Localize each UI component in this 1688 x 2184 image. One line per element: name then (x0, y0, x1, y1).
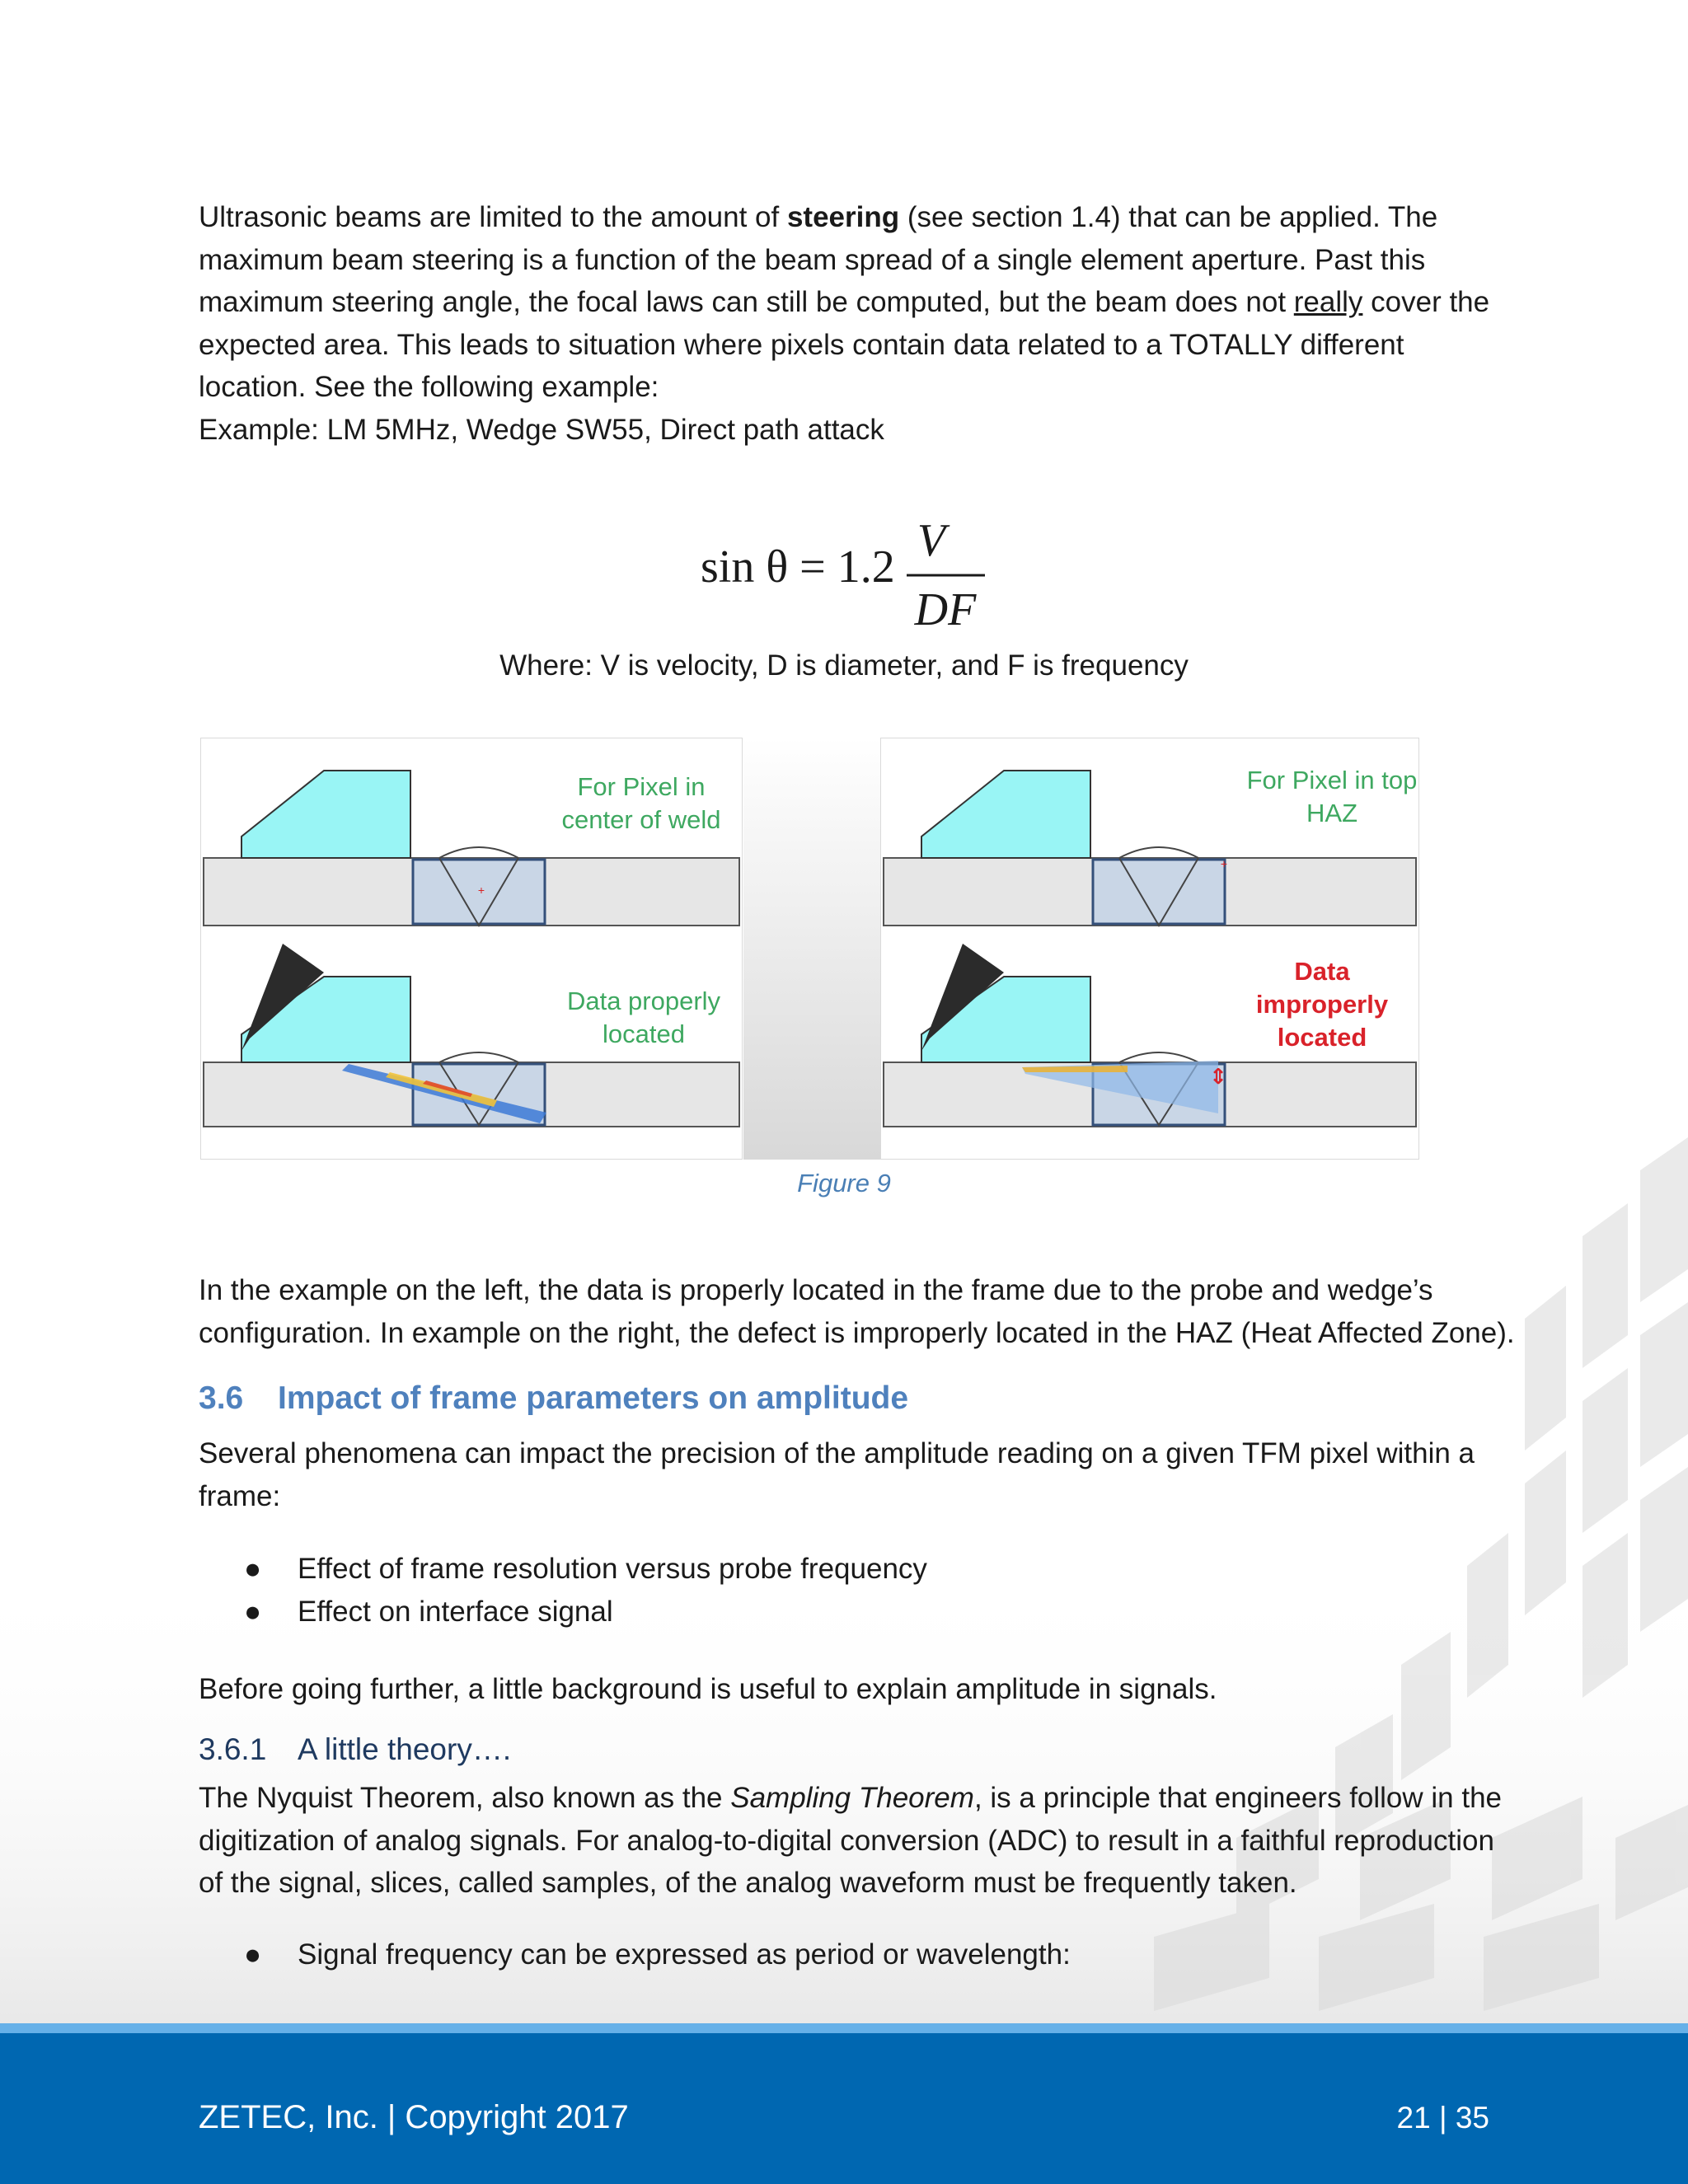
footer-copyright: ZETEC, Inc. | Copyright 2017 (199, 2099, 629, 2135)
sampling-theorem-italic: Sampling Theorem (730, 1782, 974, 1814)
figure-explanation-text: In the example on the left, the data is properly located in the frame due to the probe and wedge’s configuration. In example on the right, the defect is improperly located in the HAZ (Heat Affected Zone). (199, 1274, 1515, 1349)
section-after-text: Before going further, a little background is useful to explain amplitude in signals. (199, 1673, 1217, 1705)
figure-right-panel (880, 738, 1419, 1160)
section-number: 3.6 (199, 1380, 244, 1416)
subsection-title: A little theory…. (298, 1732, 512, 1766)
formula-numerator: V (917, 515, 946, 566)
subsection-text: The Nyquist Theorem, also known as the Sampling Theorem, is a principle that engineers follow in the digitization of analog signals. For analog-to-digital conversion (ADC) to result in a faithful reproduction of the signal, slices, called samples, of the analog waveform must be frequently taken. (199, 1782, 1503, 1899)
page-number: 21 | 35 (1396, 2101, 1489, 2135)
beam-steering-formula (701, 509, 997, 641)
list-item: ● Effect on interface signal (199, 1591, 927, 1633)
subsection-heading (199, 1732, 511, 1767)
bullet-icon: ● (244, 1595, 262, 1628)
example-line: Example: LM 5MHz, Wedge SW55, Direct path attack (199, 413, 884, 446)
bullet-icon: ● (244, 1553, 262, 1585)
list-item: ● Signal frequency can be expressed as period or wavelength: (199, 1933, 1071, 1976)
list-item: ● Effect of frame resolution versus probe frequency (199, 1548, 927, 1591)
intro-underline-really: really (1293, 286, 1363, 318)
svg-text:+: + (1220, 857, 1228, 870)
svg-text:+: + (477, 883, 485, 897)
section-heading (199, 1380, 908, 1417)
intro-text-b: (see section 1.4) that can be applied. The maximum beam steering is a function of the beam spread of a single element aperture. Past this maximum steering angle, the focal laws can still be computed, but the beam does not (199, 201, 1438, 318)
weld-box-top-right (1093, 860, 1225, 924)
label-pixel-center: For Pixel in center of weld (561, 772, 721, 834)
figure-gap (743, 738, 880, 1160)
label-improperly-located: Data improperly located (1255, 957, 1389, 1052)
intro-text-a: Ultrasonic beams are limited to the amount of (199, 201, 787, 233)
formula-caption: Where: V is velocity, D is diameter, and F is frequency (499, 649, 1189, 682)
bullet-icon: ● (244, 1938, 262, 1971)
formula-lhs: sin θ = 1.2 (701, 541, 895, 593)
section-bullet-list (199, 1548, 927, 1633)
label-properly-located: Data properly located (566, 987, 721, 1048)
figure-explanation (199, 1269, 1517, 1354)
subsection-number: 3.6.1 (199, 1732, 267, 1766)
footer-accent-band (0, 2023, 1688, 2033)
intro-text (199, 196, 1501, 409)
intro-bold-steering: steering (786, 201, 900, 233)
section-after (199, 1668, 1517, 1711)
intro-paragraph (199, 196, 1501, 451)
figure-caption: Figure 9 (797, 1169, 891, 1197)
subsection-paragraph (199, 1777, 1517, 1905)
section-title: Impact of frame parameters on amplitude (278, 1380, 909, 1416)
figure-left-panel (200, 738, 743, 1160)
label-pixel-top-haz: For Pixel in top HAZ (1246, 766, 1418, 827)
subsection-bullet-list (199, 1933, 1071, 1976)
formula-denominator: DF (914, 584, 977, 635)
section-intro-text: Several phenomena can impact the precision of the amplitude reading on a given TFM pixel within a frame: (199, 1437, 1475, 1512)
intro-text-c: cover the expected area. This leads to situation where pixels contain data related to a TOTALLY different location. See the following example: (199, 286, 1490, 403)
page-footer (0, 2033, 1688, 2184)
svg-text:⇕: ⇕ (1209, 1064, 1227, 1089)
section-intro (199, 1432, 1517, 1517)
